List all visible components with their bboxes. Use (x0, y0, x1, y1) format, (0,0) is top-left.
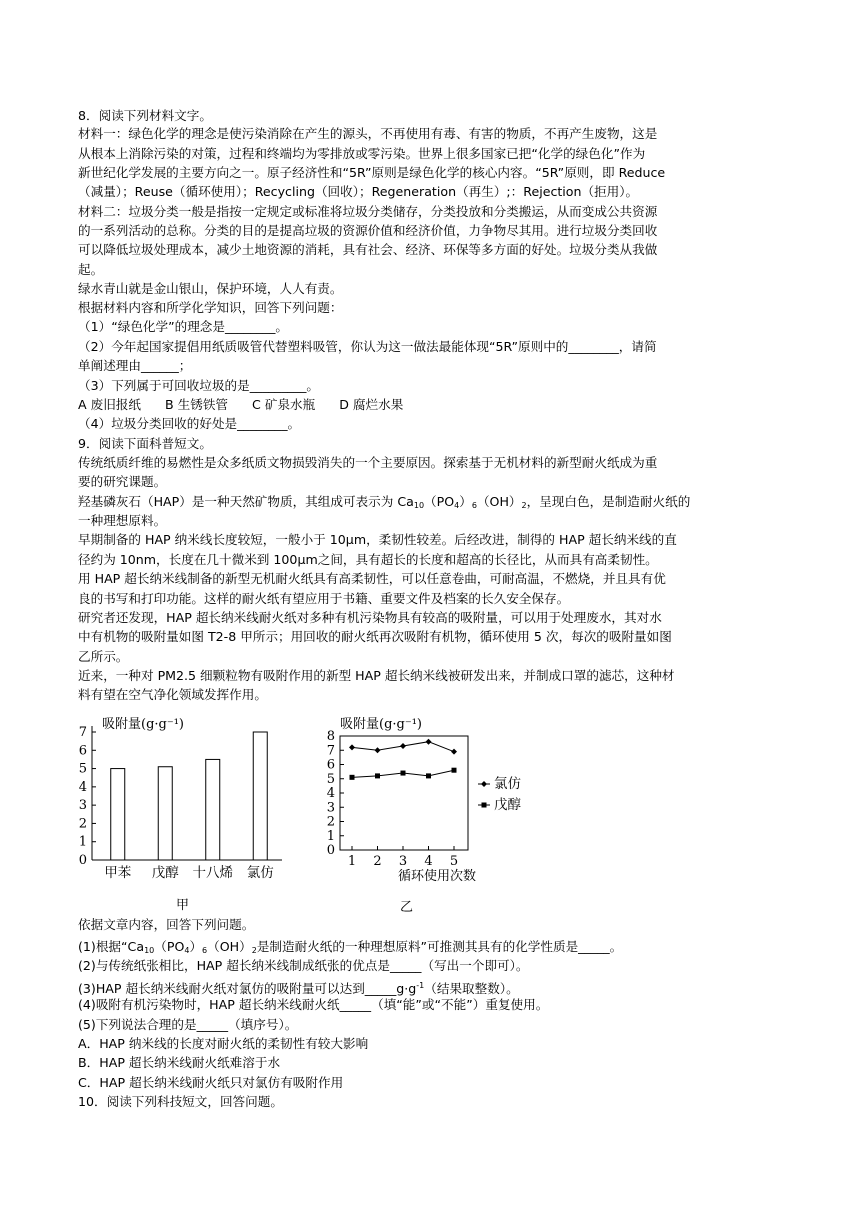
yi-y-tick-label: 5 (326, 771, 335, 787)
q8-material2-line4: 起。 (78, 262, 104, 277)
jia-x-tick-label: 十八烯 (192, 865, 233, 881)
q9-sub3: (3)HAP 超长纳米线耐火纸对氯仿的吸附量可以达到$\_\_\_\_\_g\cdot g^{-1}$（结果取整数）。 (78, 981, 519, 997)
line-chart-yi (318, 712, 548, 887)
q8-material1-line1: 材料一：绿色化学的理念是使污染消除在产生的源头，不再使用有毒、有害的物质，不再产生废物，这是 (78, 126, 658, 141)
jia-y-tick-label: 4 (78, 779, 87, 795)
q8-part4: （4）垃圾分类回收的好处是________。 (78, 416, 301, 431)
q9-para4-line2: 良的书写和打印功能。这样的耐火纸有望应用于书籍、重要文件及档案的长久安全保存。 (78, 591, 570, 606)
q8-material2-line2: 的一系列活动的总称。分类的目的是提高垃圾的资源价值和经济价值，力争物尽其用。进行垃圾分类回收 (78, 223, 658, 238)
q8-part3: （3）下列属于可回收垃圾的是_________。 (78, 378, 319, 393)
q9-para5-line3: 乙所示。 (78, 649, 129, 664)
yi-point (400, 743, 406, 749)
q9-para3-line1: 早期制备的 HAP 纳米线长度较短，一般小于 10μm，柔韧性较差。后经改进，制得的 HAP 超长纳米线的直 (78, 532, 677, 547)
yi-legend-label: 戊醇 (494, 797, 521, 813)
jia-y-axis-label: 吸附量(g·g⁻¹) (102, 717, 184, 732)
jia-y-tick-label: 3 (78, 798, 87, 814)
yi-point (452, 768, 457, 773)
q8-slogan: 绿水青山就是金山银山，保护环境，人人有责。 (78, 281, 343, 296)
jia-y-tick-label: 2 (78, 816, 87, 832)
figures (78, 712, 788, 922)
q9-para6-line2: 料有望在空气净化领域发挥作用。 (78, 687, 267, 702)
jia-y-tick-label: 1 (78, 834, 87, 850)
jia-bar (253, 732, 267, 860)
jia-y-tick-label: 0 (78, 853, 87, 868)
jia-bar (158, 767, 172, 860)
yi-y-tick-label: 4 (326, 786, 335, 801)
q9-para3-line2: 径约为 10nm，长度在几十微米到 100μm之间，具有超长的长度和超高的长径比，从而具有高柔韧性。 (78, 552, 658, 567)
yi-point (349, 744, 355, 750)
q8-part2-line1: （2）今年起国家提倡用纸质吸管代替塑料吸管，你认为这一做法最能体现“5R”原则中的________，请简 (78, 339, 657, 354)
q9-sub4: (4)吸附有机污染物时，HAP 超长纳米线耐火纸_____（填“能”或“不能”）重复使用。 (78, 997, 549, 1012)
q9-para2-line1: 羟基磷灰石（HAP）是一种天然矿物质，其组成可表示为 $Ca_{10}(PO_4)_6(OH)_2$，呈现白色，是制造耐火纸的 (78, 494, 691, 510)
q9-para1-line2: 要的研究课题。 (78, 474, 167, 489)
yi-y-axis-label: 吸附量(g·g⁻¹) (340, 717, 422, 732)
yi-point (401, 771, 406, 776)
q9-title: 9．阅读下面科普短文。 (78, 436, 212, 451)
yi-point (375, 747, 381, 753)
yi-point (426, 739, 432, 745)
q9-questions-intro: 依据文章内容，回答下列问题。 (78, 917, 255, 932)
yi-x-tick-label: 3 (398, 854, 408, 869)
yi-plot-frame (340, 736, 468, 850)
q8-material1-line4: （减量）；Reuse（循环使用）；Recycling（回收）；Regeneration（再生）;：Rejection（拒用）。 (78, 184, 639, 199)
q9-para5-line1: 研究者还发现，HAP 超长纳米线耐火纸对多种有机污染物具有较高的吸附量，可以用于处理废水，其对水 (78, 610, 662, 625)
yi-y-tick-label: 2 (326, 814, 335, 830)
yi-point (426, 773, 431, 778)
bar-chart-jia (78, 712, 298, 887)
q8-material2-line3: 可以降低垃圾处理成本，减少土地资源的消耗，具有社会、经济、环保等多方面的好处。垃圾分类从我做 (78, 242, 658, 257)
q8-title: 8．阅读下列材料文字。 (78, 108, 212, 123)
yi-x-tick-label: 4 (424, 854, 433, 869)
q8-intro: 根据材料内容和所学化学知识，回答下列问题： (78, 300, 343, 315)
jia-y-tick-label: 5 (78, 761, 87, 777)
q8-material1-line2: 从根本上消除污染的对策，过程和终端均为零排放或零污染。世界上很多国家已把“化学的绿色化”作为 (78, 146, 646, 161)
q9-para4-line1: 用 HAP 超长纳米线制备的新型无机耐火纸具有高柔韧性，可以任意卷曲，可耐高温，不燃烧，并且具有优 (78, 571, 666, 586)
yi-point (451, 749, 457, 755)
q9-option-a: A．HAP 纳米线的长度对耐火纸的柔韧性有较大影响 (78, 1036, 369, 1051)
q9-sub5: (5)下列说法合理的是_____（填序号）。 (78, 1017, 298, 1032)
yi-legend-marker (482, 803, 487, 808)
q8-material1-line3: 新世纪化学发展的主要方向之一。原子经济性和“5R”原则是绿色化学的核心内容。“5R”原则，即 Reduce (78, 165, 666, 180)
q9-option-b: B．HAP 超长纳米线耐火纸难溶于水 (78, 1055, 281, 1070)
q8-part2-line2: 单阐述理由______； (78, 358, 192, 373)
yi-point (350, 775, 355, 780)
yi-x-axis-label: 循环使用次数 (398, 869, 477, 884)
q9-para1-line1: 传统纸质纤维的易燃性是众多纸质文物损毁消失的一个主要原因。探索基于无机材料的新型耐火纸成为重 (78, 455, 658, 470)
yi-x-tick-label: 1 (347, 854, 357, 869)
jia-x-tick-label: 戊醇 (151, 865, 179, 881)
jia-x-tick-label: 甲苯 (104, 865, 132, 881)
yi-y-tick-label: 0 (326, 843, 335, 858)
yi-x-tick-label: 5 (449, 854, 459, 869)
q8-material2-line1: 材料二：垃圾分类一般是指按一定规定或标准将垃圾分类储存，分类投放和分类搬运，从而变成公共资源 (78, 204, 658, 219)
q9-sub2: (2)与传统纸张相比，HAP 超长纳米线制成纸张的优点是_____（写出一个即可）。 (78, 958, 529, 973)
yi-y-tick-label: 6 (326, 757, 335, 773)
yi-x-tick-label: 2 (373, 854, 382, 869)
figure-jia-caption: 甲 (176, 898, 190, 913)
jia-y-tick-label: 6 (78, 743, 87, 759)
yi-point (375, 773, 380, 778)
q8-part1: （1）“绿色化学”的理念是________。 (78, 319, 288, 334)
yi-legend-label: 氯仿 (494, 776, 521, 792)
q9-sub1: (1)根据“$Ca_{10}(PO_4)_6(OH)_2$是制造耐火纸的一种理想原料”可推测其具有的化学性质是_____。 (78, 939, 623, 955)
yi-legend-marker (481, 781, 487, 787)
jia-x-tick-label: 氯仿 (246, 865, 274, 881)
yi-y-tick-label: 1 (326, 828, 335, 844)
jia-y-tick-label: 7 (78, 725, 87, 740)
q8-part3-options: A 废旧报纸 B 生锈铁管 C 矿泉水瓶 D 腐烂水果 (78, 397, 404, 412)
q9-para6-line1: 近来，一种对 PM2.5 细颗粒物有吸附作用的新型 HAP 超长纳米线被研发出来，并制成口罩的滤芯，这种材 (78, 668, 675, 683)
jia-bar (206, 759, 220, 860)
figure-yi-caption: 乙 (400, 900, 414, 915)
jia-bar (111, 769, 125, 860)
yi-y-tick-label: 7 (326, 743, 335, 759)
yi-y-tick-label: 8 (326, 729, 335, 744)
q10-title: 10．阅读下列科技短文，回答问题。 (78, 1094, 283, 1109)
q9-para5-line2: 中有机物的吸附量如图 T2-8 甲所示；用回收的耐火纸再次吸附有机物，循环使用 5 次，每次的吸附量如图 (78, 629, 672, 644)
q9-option-c: C．HAP 超长纳米线耐火纸只对氯仿有吸附作用 (78, 1075, 344, 1090)
yi-y-tick-label: 3 (326, 800, 335, 816)
q9-para2-line2: 一种理想原料。 (78, 513, 167, 528)
